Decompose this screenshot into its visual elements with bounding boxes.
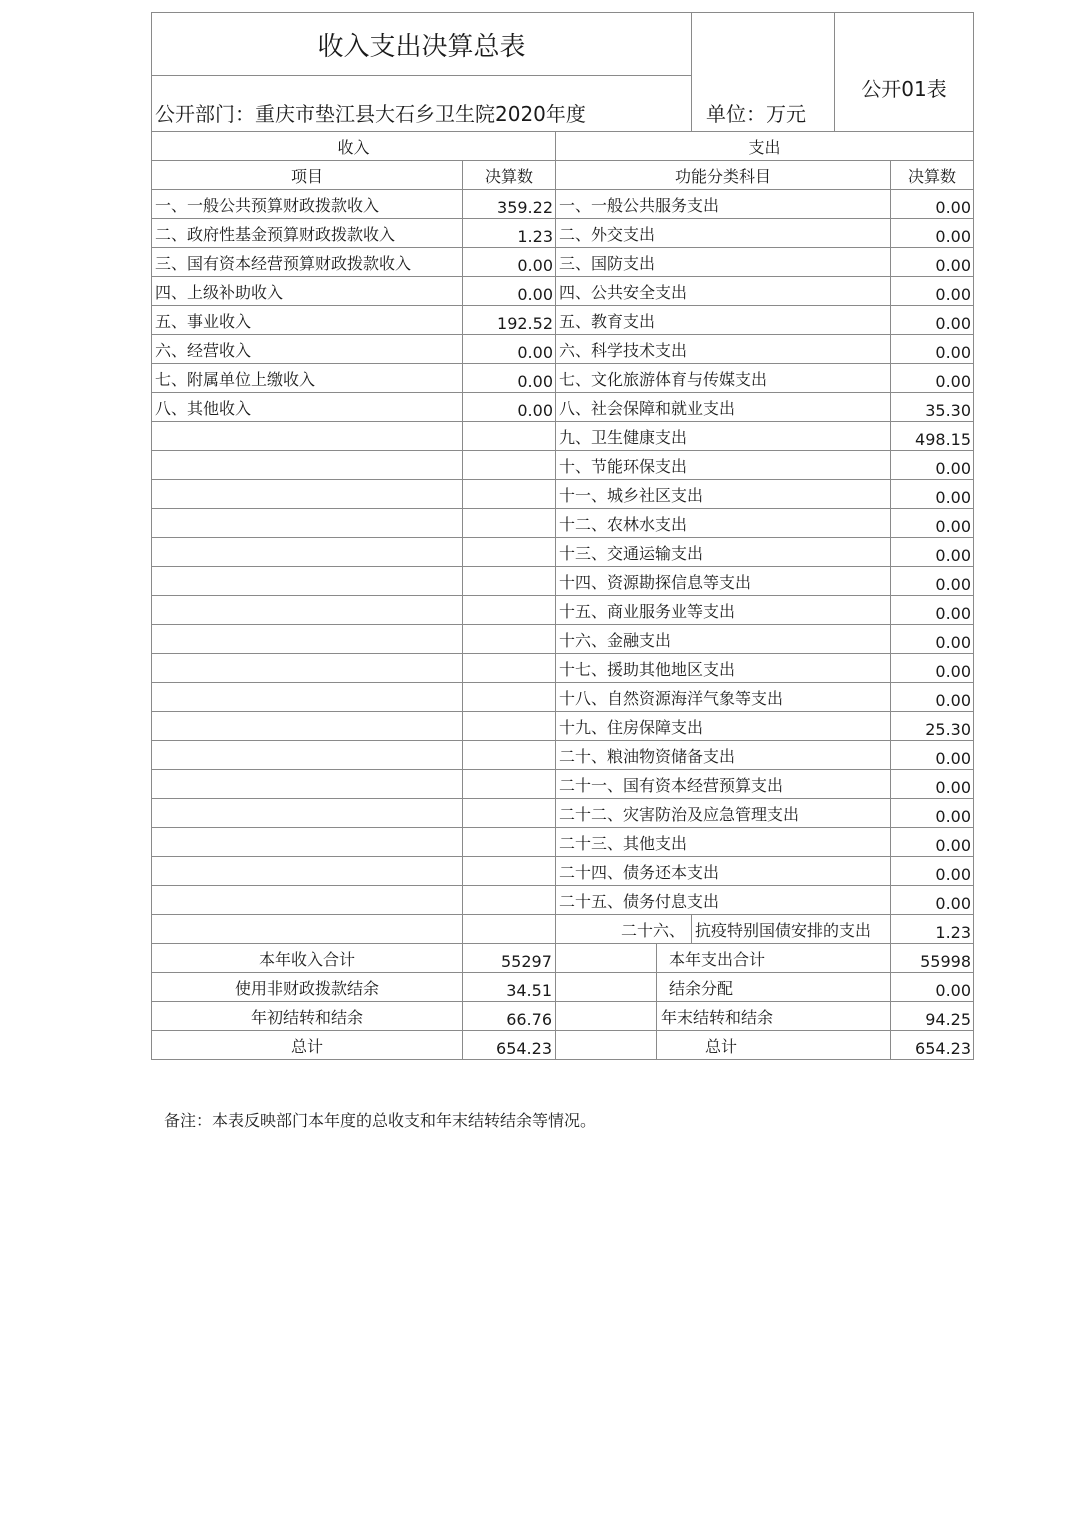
expense-item: 五、教育支出 <box>556 306 891 335</box>
expense-item: 二十三、其他支出 <box>556 828 891 857</box>
income-amount <box>463 538 556 567</box>
income-item <box>152 509 463 538</box>
summary-row <box>152 973 974 1002</box>
expense-item: 十六、金融支出 <box>556 625 891 654</box>
income-amount <box>463 509 556 538</box>
income-amount: 0.00 <box>463 364 556 393</box>
table-code: 公开01表 <box>835 13 974 132</box>
budget-sheet <box>151 12 973 1060</box>
summary-blank <box>556 973 657 1002</box>
income-item: 四、上级补助收入 <box>152 277 463 306</box>
income-item <box>152 712 463 741</box>
expense-item: 十一、城乡社区支出 <box>556 480 891 509</box>
expense-amount: 0.00 <box>891 770 974 799</box>
table-row <box>152 741 974 770</box>
expense-item: 十七、援助其他地区支出 <box>556 654 891 683</box>
income-amount <box>463 828 556 857</box>
income-amount <box>463 567 556 596</box>
income-item <box>152 683 463 712</box>
income-amount: 1.23 <box>463 219 556 248</box>
income-item: 五、事业收入 <box>152 306 463 335</box>
expense-item: 二十一、国有资本经营预算支出 <box>556 770 891 799</box>
table-row <box>152 799 974 828</box>
footnote: 备注：本表反映部门本年度的总收支和年末结转结余等情况。 <box>164 1111 597 1130</box>
expense-item: 二十二、灾害防治及应急管理支出 <box>556 799 891 828</box>
summary-row <box>152 944 974 973</box>
summary-expense-label: 年末结转和结余 <box>657 1002 891 1031</box>
summary-row <box>152 1002 974 1031</box>
expense-item: 十二、农林水支出 <box>556 509 891 538</box>
expense-item: 十五、商业服务业等支出 <box>556 596 891 625</box>
expense-item: 九、卫生健康支出 <box>556 422 891 451</box>
income-amount <box>463 915 556 944</box>
summary-expense-amount: 654.23 <box>891 1031 974 1060</box>
summary-expense-label: 总计 <box>657 1031 891 1060</box>
expense-item: 十四、资源勘探信息等支出 <box>556 567 891 596</box>
income-item <box>152 915 463 944</box>
income-header: 收入 <box>152 132 556 161</box>
income-item <box>152 567 463 596</box>
table-row <box>152 335 974 364</box>
function-header: 功能分类科目 <box>556 161 891 190</box>
income-amount <box>463 422 556 451</box>
expense-amount: 0.00 <box>891 799 974 828</box>
item-header: 项目 <box>152 161 463 190</box>
income-amount: 359.22 <box>463 190 556 219</box>
summary-income-label: 使用非财政拨款结余 <box>152 973 463 1002</box>
income-item <box>152 625 463 654</box>
expense-amount: 0.00 <box>891 480 974 509</box>
table-row <box>152 538 974 567</box>
income-amount <box>463 480 556 509</box>
table-row <box>152 393 974 422</box>
expense-item: 三、国防支出 <box>556 248 891 277</box>
income-amount <box>463 799 556 828</box>
table-row <box>152 625 974 654</box>
income-item: 一、一般公共预算财政拨款收入 <box>152 190 463 219</box>
income-amount <box>463 596 556 625</box>
amount-header: 决算数 <box>463 161 556 190</box>
income-amount <box>463 683 556 712</box>
summary-blank <box>556 944 657 973</box>
expense-item: 八、社会保障和就业支出 <box>556 393 891 422</box>
summary-income-amount: 55297 <box>463 944 556 973</box>
expense-item: 四、公共安全支出 <box>556 277 891 306</box>
income-amount: 0.00 <box>463 248 556 277</box>
summary-income-amount: 654.23 <box>463 1031 556 1060</box>
expense-amount: 498.15 <box>891 422 974 451</box>
expense-item: 二十五、债务付息支出 <box>556 886 891 915</box>
summary-expense-label: 结余分配 <box>657 973 891 1002</box>
income-amount: 0.00 <box>463 335 556 364</box>
expense-amount: 0.00 <box>891 190 974 219</box>
table-row <box>152 480 974 509</box>
expense-amount: 0.00 <box>891 683 974 712</box>
income-item <box>152 828 463 857</box>
summary-table <box>151 12 974 1060</box>
summary-expense-label: 本年支出合计 <box>657 944 891 973</box>
income-item: 六、经营收入 <box>152 335 463 364</box>
table-row <box>152 219 974 248</box>
income-amount: 0.00 <box>463 393 556 422</box>
expense-amount: 0.00 <box>891 741 974 770</box>
expense-amount: 0.00 <box>891 625 974 654</box>
income-item <box>152 451 463 480</box>
summary-blank <box>556 1002 657 1031</box>
income-item: 二、政府性基金预算财政拨款收入 <box>152 219 463 248</box>
income-item <box>152 886 463 915</box>
income-item <box>152 654 463 683</box>
expense-amount: 1.23 <box>891 915 974 944</box>
expense-amount: 0.00 <box>891 828 974 857</box>
table-row <box>152 277 974 306</box>
table-row <box>152 306 974 335</box>
summary-income-label: 总计 <box>152 1031 463 1060</box>
expense-amount: 25.30 <box>891 712 974 741</box>
expense-item: 二、外交支出 <box>556 219 891 248</box>
income-amount <box>463 712 556 741</box>
table-row <box>152 712 974 741</box>
expense-amount: 35.30 <box>891 393 974 422</box>
table-row <box>152 683 974 712</box>
expense-amount: 0.00 <box>891 596 974 625</box>
income-amount <box>463 451 556 480</box>
income-item <box>152 741 463 770</box>
income-amount <box>463 770 556 799</box>
income-amount <box>463 654 556 683</box>
expense-amount: 0.00 <box>891 364 974 393</box>
expense-item: 十九、住房保障支出 <box>556 712 891 741</box>
expense-amount: 0.00 <box>891 219 974 248</box>
income-amount: 192.52 <box>463 306 556 335</box>
expense-item: 二十四、债务还本支出 <box>556 857 891 886</box>
summary-expense-amount: 94.25 <box>891 1002 974 1031</box>
income-item <box>152 422 463 451</box>
summary-row <box>152 1031 974 1060</box>
expense-amount: 0.00 <box>891 277 974 306</box>
table-row <box>152 857 974 886</box>
expense-amount: 0.00 <box>891 538 974 567</box>
income-amount <box>463 857 556 886</box>
table-row <box>152 451 974 480</box>
expense-item: 抗疫特别国债安排的支出 <box>692 915 891 944</box>
expense-amount: 0.00 <box>891 567 974 596</box>
summary-expense-amount: 55998 <box>891 944 974 973</box>
expense-item: 二十、粮油物资储备支出 <box>556 741 891 770</box>
income-amount <box>463 886 556 915</box>
summary-blank <box>556 1031 657 1060</box>
expense-item: 六、科学技术支出 <box>556 335 891 364</box>
expense-item: 十、节能环保支出 <box>556 451 891 480</box>
expense-header: 支出 <box>556 132 974 161</box>
table-row <box>152 364 974 393</box>
table-row <box>152 886 974 915</box>
unit-label: 单位：万元 <box>692 13 835 132</box>
page-title: 收入支出决算总表 <box>152 13 692 76</box>
summary-income-label: 年初结转和结余 <box>152 1002 463 1031</box>
expense-amount: 0.00 <box>891 509 974 538</box>
table-row <box>152 567 974 596</box>
income-item <box>152 857 463 886</box>
expense-amount: 0.00 <box>891 857 974 886</box>
summary-expense-amount: 0.00 <box>891 973 974 1002</box>
income-item <box>152 799 463 828</box>
income-item <box>152 596 463 625</box>
income-item <box>152 770 463 799</box>
expense-item: 十八、自然资源海洋气象等支出 <box>556 683 891 712</box>
expense-item: 七、文化旅游体育与传媒支出 <box>556 364 891 393</box>
expense-amount: 0.00 <box>891 306 974 335</box>
table-row <box>152 915 974 944</box>
table-row <box>152 190 974 219</box>
income-item: 七、附属单位上缴收入 <box>152 364 463 393</box>
expense-item-prefix: 二十六、 <box>556 915 692 944</box>
summary-income-label: 本年收入合计 <box>152 944 463 973</box>
expense-item: 一、一般公共服务支出 <box>556 190 891 219</box>
summary-income-amount: 34.51 <box>463 973 556 1002</box>
expense-amount: 0.00 <box>891 886 974 915</box>
income-amount <box>463 741 556 770</box>
expense-amount: 0.00 <box>891 451 974 480</box>
income-item: 八、其他收入 <box>152 393 463 422</box>
expense-amount: 0.00 <box>891 248 974 277</box>
income-amount <box>463 625 556 654</box>
expense-amount: 0.00 <box>891 335 974 364</box>
expense-amount: 0.00 <box>891 654 974 683</box>
income-item <box>152 480 463 509</box>
table-row <box>152 770 974 799</box>
income-item <box>152 538 463 567</box>
table-row <box>152 654 974 683</box>
table-row <box>152 596 974 625</box>
table-row <box>152 509 974 538</box>
table-row <box>152 248 974 277</box>
income-amount: 0.00 <box>463 277 556 306</box>
income-item: 三、国有资本经营预算财政拨款收入 <box>152 248 463 277</box>
expense-item: 十三、交通运输支出 <box>556 538 891 567</box>
amount-header-2: 决算数 <box>891 161 974 190</box>
table-row <box>152 422 974 451</box>
table-row <box>152 828 974 857</box>
summary-income-amount: 66.76 <box>463 1002 556 1031</box>
department-label: 公开部门：重庆市垫江县大石乡卫生院2020年度 <box>152 76 692 132</box>
